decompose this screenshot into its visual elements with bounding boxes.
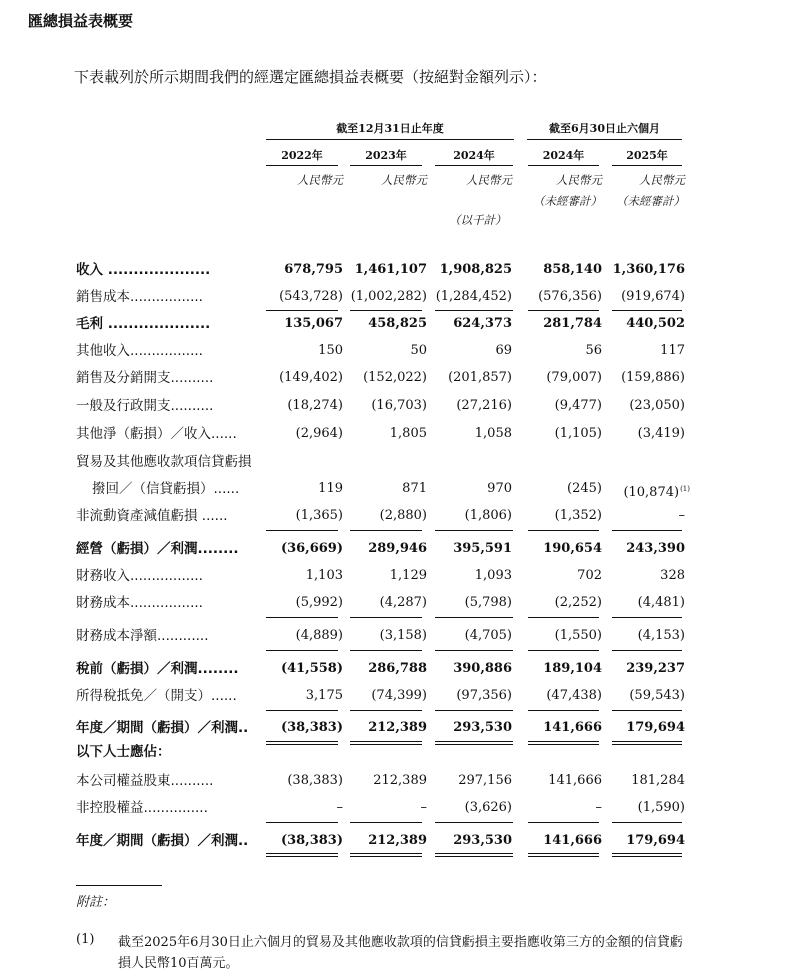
subtotal-rule bbox=[528, 710, 599, 711]
table-row bbox=[0, 828, 800, 854]
cell-value: (36,669) bbox=[280, 541, 343, 556]
total-double-rule bbox=[528, 853, 599, 857]
table-row bbox=[0, 795, 800, 821]
cell-value: (4,153) bbox=[637, 628, 685, 643]
unaudited-label: （未經審計） bbox=[533, 194, 602, 208]
group-header-six-months-rule bbox=[527, 139, 682, 140]
cell-value: 281,784 bbox=[543, 316, 602, 331]
subtotal-rule bbox=[350, 710, 422, 711]
row-label: 撥回／（信貸虧損）...... bbox=[92, 481, 240, 497]
subtotal-rule bbox=[528, 310, 599, 311]
cell-value: 1,058 bbox=[474, 426, 512, 441]
subtotal-rule bbox=[266, 650, 338, 651]
subtotal-rule bbox=[435, 617, 513, 618]
cell-value: 395,591 bbox=[453, 541, 512, 556]
notes-title: 附註： bbox=[76, 895, 116, 910]
cell-value: – bbox=[420, 800, 427, 815]
group-header-six-months: 截至6月30日止六個月 bbox=[549, 122, 660, 135]
cell-value: (16,703) bbox=[371, 398, 427, 413]
subtotal-rule bbox=[528, 822, 599, 823]
table-row bbox=[0, 683, 800, 709]
cell-value: 141,666 bbox=[543, 833, 602, 848]
cell-value: (1,590) bbox=[637, 800, 685, 815]
cell-value: (201,857) bbox=[448, 370, 512, 385]
unit-currency-unaudited bbox=[605, 170, 685, 212]
cell-value: (1,550) bbox=[554, 628, 602, 643]
year-rule bbox=[612, 165, 682, 166]
total-double-rule bbox=[528, 741, 599, 745]
cell-value: (5,798) bbox=[464, 595, 512, 610]
cell-value: 69 bbox=[495, 343, 512, 358]
cell-value: 179,694 bbox=[626, 720, 685, 735]
cell-value: (919,674) bbox=[621, 289, 685, 304]
total-double-rule bbox=[266, 741, 338, 745]
cell-value: 119 bbox=[318, 481, 343, 496]
table-row bbox=[0, 421, 800, 447]
cell-value: (59,543) bbox=[629, 688, 685, 703]
cell-value: 212,389 bbox=[368, 833, 427, 848]
cell-value: (2,252) bbox=[554, 595, 602, 610]
intro-text: 下表載列於所示期間我們的經選定匯總損益表概要（按絕對金額列示）： bbox=[74, 68, 547, 86]
row-label: 財務成本淨額............ bbox=[76, 628, 209, 644]
table-row bbox=[0, 656, 800, 682]
cell-value: (576,356) bbox=[538, 289, 602, 304]
year-header-2025-h1: 2025年 bbox=[626, 149, 668, 162]
cell-value: 286,788 bbox=[368, 661, 427, 676]
subtotal-rule bbox=[435, 530, 513, 531]
cell-value: (5,992) bbox=[295, 595, 343, 610]
unit-currency: 人民幣元 bbox=[639, 173, 685, 187]
year-rule bbox=[266, 165, 338, 166]
cell-value: 1,360,176 bbox=[612, 262, 685, 277]
subtotal-rule bbox=[350, 530, 422, 531]
year-rule bbox=[528, 165, 599, 166]
cell-value: 458,825 bbox=[368, 316, 427, 331]
table-row bbox=[0, 257, 800, 283]
note-text: 截至2025年6月30日止六個月的貿易及其他應收款項的信貸虧損主要指應收第三方的金額的信貸虧損人民幣10百萬元。 bbox=[118, 935, 683, 971]
subtotal-rule bbox=[350, 617, 422, 618]
table-row bbox=[0, 590, 800, 616]
group-header-year: 截至12月31日止年度 bbox=[336, 122, 444, 135]
footnote-ref: (1) bbox=[680, 485, 690, 493]
table-row bbox=[0, 476, 800, 502]
cell-value: (3,419) bbox=[637, 426, 685, 441]
year-rule bbox=[435, 165, 513, 166]
row-label: 貿易及其他應收款項信貸虧損 bbox=[76, 454, 252, 470]
subtotal-rule bbox=[266, 310, 338, 311]
cell-value: (41,558) bbox=[280, 661, 343, 676]
table-row bbox=[0, 311, 800, 337]
cell-value: (9,477) bbox=[554, 398, 602, 413]
cell-value: 141,666 bbox=[548, 773, 602, 788]
year-header-2022: 2022年 bbox=[281, 149, 323, 162]
subtotal-rule bbox=[435, 310, 513, 311]
row-label: 毛利 .................... bbox=[76, 316, 211, 332]
cell-value: 1,908,825 bbox=[439, 262, 512, 277]
total-double-rule bbox=[350, 741, 422, 745]
cell-value: (47,438) bbox=[546, 688, 602, 703]
cell-value: 189,104 bbox=[543, 661, 602, 676]
cell-value: – bbox=[595, 800, 602, 815]
row-label: 財務成本................. bbox=[76, 595, 203, 611]
total-double-rule bbox=[266, 853, 338, 857]
total-double-rule bbox=[612, 741, 682, 745]
cell-value: (4,481) bbox=[637, 595, 685, 610]
subtotal-rule bbox=[266, 617, 338, 618]
cell-value: 702 bbox=[577, 568, 602, 583]
cell-value: 328 bbox=[660, 568, 685, 583]
subtotal-rule bbox=[350, 310, 422, 311]
year-rule bbox=[350, 165, 422, 166]
cell-value: 212,389 bbox=[373, 773, 427, 788]
cell-value: (1,002,282) bbox=[350, 289, 427, 304]
year-header-2024: 2024年 bbox=[453, 149, 495, 162]
row-label: 非流動資產減值虧損 ...... bbox=[76, 508, 228, 524]
table-row bbox=[0, 365, 800, 391]
subtotal-rule bbox=[435, 650, 513, 651]
table-row bbox=[0, 503, 800, 529]
row-label: 非控股權益............... bbox=[76, 800, 208, 816]
subtotal-rule bbox=[612, 710, 682, 711]
cell-value: (38,383) bbox=[280, 720, 343, 735]
total-double-rule bbox=[435, 741, 513, 745]
cell-value: 56 bbox=[585, 343, 602, 358]
cell-value-with-note bbox=[623, 476, 690, 502]
cell-value: (1,806) bbox=[464, 508, 512, 523]
subtotal-rule bbox=[612, 617, 682, 618]
cell-value: (2,964) bbox=[295, 426, 343, 441]
cell-value: (3,158) bbox=[379, 628, 427, 643]
group-header-year-rule bbox=[266, 139, 514, 140]
subtotal-rule bbox=[612, 530, 682, 531]
cell-value: (23,050) bbox=[629, 398, 685, 413]
cell-value: (27,216) bbox=[456, 398, 512, 413]
cell-value: (3,626) bbox=[464, 800, 512, 815]
cell-value: 970 bbox=[487, 481, 512, 496]
subtotal-rule bbox=[266, 710, 338, 711]
total-double-rule bbox=[435, 853, 513, 857]
cell-value: (97,356) bbox=[456, 688, 512, 703]
total-double-rule bbox=[612, 853, 682, 857]
cell-value: (79,007) bbox=[546, 370, 602, 385]
cell-value: 3,175 bbox=[305, 688, 343, 703]
cell-value: (152,022) bbox=[363, 370, 427, 385]
table-row bbox=[0, 284, 800, 310]
subtotal-rule bbox=[435, 710, 513, 711]
cell-value: 239,237 bbox=[626, 661, 685, 676]
cell-value: 179,694 bbox=[626, 833, 685, 848]
cell-value: (38,383) bbox=[287, 773, 343, 788]
table-row bbox=[0, 715, 800, 741]
cell-value: 181,284 bbox=[631, 773, 685, 788]
unit-currency: 人民幣元 bbox=[297, 173, 343, 187]
table-row bbox=[0, 449, 800, 475]
subtotal-rule bbox=[528, 617, 599, 618]
cell-value: 678,795 bbox=[284, 262, 343, 277]
cell-value: 1,461,107 bbox=[354, 262, 427, 277]
subtotal-rule bbox=[528, 650, 599, 651]
cell-value: (245) bbox=[567, 481, 602, 496]
cell-value: (149,402) bbox=[279, 370, 343, 385]
cell-value: 297,156 bbox=[458, 773, 512, 788]
table-row bbox=[0, 393, 800, 419]
cell-value: (1,284,452) bbox=[435, 289, 512, 304]
row-label: 財務收入................. bbox=[76, 568, 203, 584]
row-label: 其他淨（虧損）／收入...... bbox=[76, 426, 237, 442]
cell-value: 150 bbox=[318, 343, 343, 358]
year-header-2023: 2023年 bbox=[365, 149, 407, 162]
row-label: 本公司權益股東.......... bbox=[76, 773, 214, 789]
cell-value: – bbox=[336, 800, 343, 815]
note-number: (1) bbox=[76, 932, 95, 947]
cell-value: 141,666 bbox=[543, 720, 602, 735]
subtotal-rule bbox=[266, 822, 338, 823]
subtotal-rule bbox=[612, 822, 682, 823]
cell-value: 624,373 bbox=[453, 316, 512, 331]
cell-value: (4,889) bbox=[295, 628, 343, 643]
table-row bbox=[0, 338, 800, 364]
row-label: 銷售成本................. bbox=[76, 289, 203, 305]
cell-value: (4,287) bbox=[379, 595, 427, 610]
cell-value: 440,502 bbox=[626, 316, 685, 331]
table-row bbox=[0, 768, 800, 794]
subtotal-rule bbox=[528, 530, 599, 531]
year-header-2024-h1: 2024年 bbox=[542, 149, 585, 162]
section-title: 匯總損益表概要 bbox=[28, 12, 134, 30]
subtotal-rule bbox=[612, 310, 682, 311]
cell-value: (38,383) bbox=[280, 833, 343, 848]
cell-value: 1,103 bbox=[305, 568, 343, 583]
cell-value: (1,352) bbox=[554, 508, 602, 523]
subtotal-rule bbox=[350, 650, 422, 651]
unit-currency-unaudited bbox=[522, 170, 602, 212]
table-row bbox=[0, 536, 800, 562]
cell-value: 293,530 bbox=[453, 833, 512, 848]
cell-value: (74,399) bbox=[371, 688, 427, 703]
row-label: 以下人士應佔： bbox=[76, 744, 171, 760]
subtotal-rule bbox=[266, 530, 338, 531]
cell-value: 1,129 bbox=[389, 568, 427, 583]
row-label: 所得稅抵免／（開支）...... bbox=[76, 688, 237, 704]
cell-value: 871 bbox=[402, 481, 427, 496]
row-label: 銷售及分銷開支.......... bbox=[76, 370, 214, 386]
row-label: 其他收入................. bbox=[76, 343, 203, 359]
cell-value: (159,886) bbox=[621, 370, 685, 385]
cell-value: (543,728) bbox=[279, 289, 343, 304]
row-label: 收入 .................... bbox=[76, 262, 211, 278]
subtotal-rule bbox=[350, 822, 422, 823]
table-row bbox=[0, 563, 800, 589]
cell-value: 1,805 bbox=[389, 426, 427, 441]
cell-value: 50 bbox=[410, 343, 427, 358]
cell-value: 117 bbox=[660, 343, 685, 358]
cell-value: 858,140 bbox=[543, 262, 602, 277]
cell-value: (18,274) bbox=[287, 398, 343, 413]
row-label: 稅前（虧損）／利潤........ bbox=[76, 661, 239, 677]
cell-value: 293,530 bbox=[453, 720, 512, 735]
cell-value: (1,105) bbox=[554, 426, 602, 441]
unit-currency: 人民幣元 bbox=[466, 173, 512, 187]
total-double-rule bbox=[350, 853, 422, 857]
notes-divider bbox=[76, 885, 162, 886]
cell-value: (10,874) bbox=[623, 485, 680, 500]
cell-value: – bbox=[678, 508, 685, 523]
cell-value: (2,880) bbox=[379, 508, 427, 523]
cell-value: 135,067 bbox=[284, 316, 343, 331]
cell-value: 190,654 bbox=[543, 541, 602, 556]
subtotal-rule bbox=[435, 822, 513, 823]
row-label: 經營（虧損）／利潤........ bbox=[76, 541, 239, 557]
cell-value: 212,389 bbox=[368, 720, 427, 735]
in-thousands-label: （以千計） bbox=[449, 213, 507, 227]
cell-value: 289,946 bbox=[368, 541, 427, 556]
unaudited-label: （未經審計） bbox=[616, 194, 685, 208]
cell-value: 390,886 bbox=[453, 661, 512, 676]
cell-value: 1,093 bbox=[474, 568, 512, 583]
cell-value: (1,365) bbox=[295, 508, 343, 523]
subtotal-rule bbox=[612, 650, 682, 651]
row-label: 一般及行政開支.......... bbox=[76, 398, 214, 414]
row-label: 年度／期間（虧損）／利潤.. bbox=[76, 720, 249, 736]
cell-value: 243,390 bbox=[626, 541, 685, 556]
unit-currency: 人民幣元 bbox=[556, 173, 602, 187]
table-row bbox=[0, 623, 800, 649]
unit-currency: 人民幣元 bbox=[381, 173, 427, 187]
cell-value: (4,705) bbox=[464, 628, 512, 643]
row-label: 年度／期間（虧損）／利潤.. bbox=[76, 833, 249, 849]
